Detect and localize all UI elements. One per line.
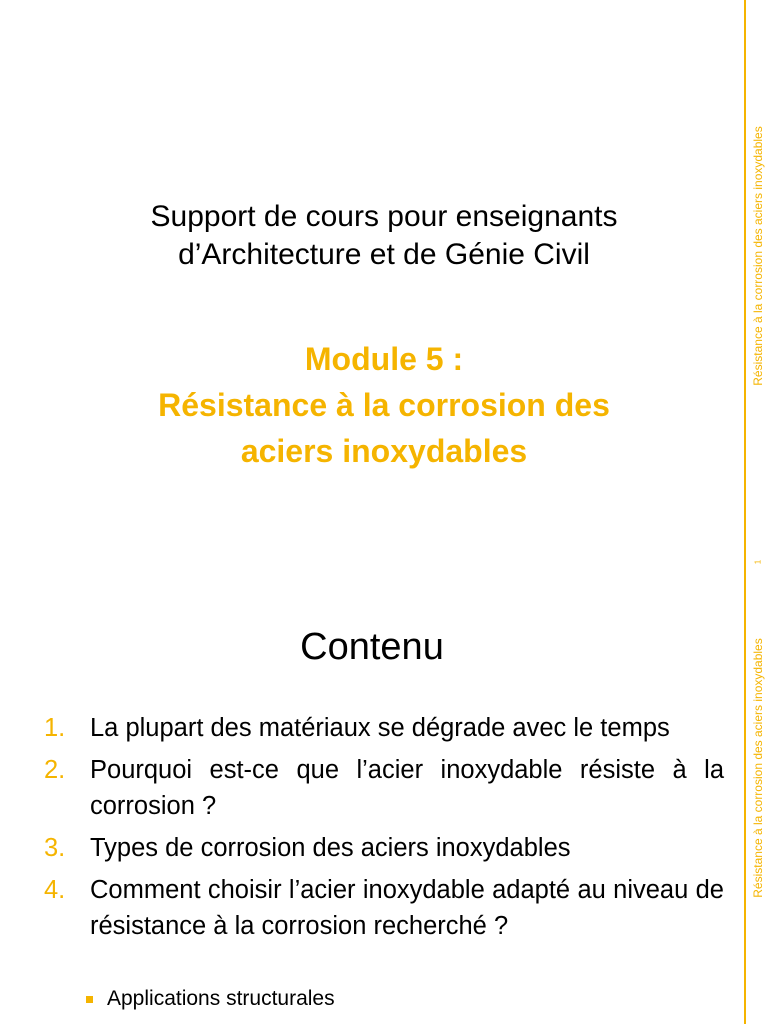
slide-contents bbox=[0, 512, 768, 1024]
list-item-text: Comment choisir l’acier inoxydable adapté au niveau de résistance à la corrosion recherché ? bbox=[90, 876, 724, 940]
side-bar bbox=[744, 512, 768, 1024]
subtitle-line-2: d’Architecture et de Génie Civil bbox=[178, 238, 590, 271]
list-item-number: 1. bbox=[44, 714, 66, 742]
list-item bbox=[44, 830, 724, 866]
side-bar bbox=[744, 0, 768, 512]
square-bullet-icon bbox=[86, 996, 93, 1003]
course-subtitle bbox=[60, 198, 708, 274]
list-item-number: 3. bbox=[44, 834, 66, 862]
list-item-number: 4. bbox=[44, 876, 66, 904]
page-number: 1 bbox=[753, 559, 763, 565]
list-item bbox=[44, 710, 724, 746]
list-item-text: La plupart des matériaux se dégrade avec le temps bbox=[90, 714, 670, 742]
module-title bbox=[60, 336, 708, 474]
module-title-line-2: Résistance à la corrosion des bbox=[158, 387, 610, 423]
list-item-text: Types de corrosion des aciers inoxydables bbox=[90, 834, 571, 862]
list-item bbox=[44, 752, 724, 824]
sub-list-item bbox=[86, 984, 335, 1014]
subtitle-line-1: Support de cours pour enseignants bbox=[150, 200, 618, 233]
side-label: Résistance à la corrosion des aciers inoxydables bbox=[751, 126, 765, 386]
sub-list-item-text: Applications structurales bbox=[107, 987, 335, 1010]
list-item-number: 2. bbox=[44, 756, 66, 784]
list-item-text: Pourquoi est-ce que l’acier inoxydable résiste à la corrosion ? bbox=[90, 756, 724, 820]
contents-heading: Contenu bbox=[300, 626, 444, 668]
module-title-line-1: Module 5 : bbox=[304, 341, 464, 377]
contents-list bbox=[44, 710, 724, 950]
side-label: Résistance à la corrosion des aciers inoxydables bbox=[751, 638, 765, 898]
list-item bbox=[44, 872, 724, 944]
module-title-line-3: aciers inoxydables bbox=[240, 433, 528, 469]
